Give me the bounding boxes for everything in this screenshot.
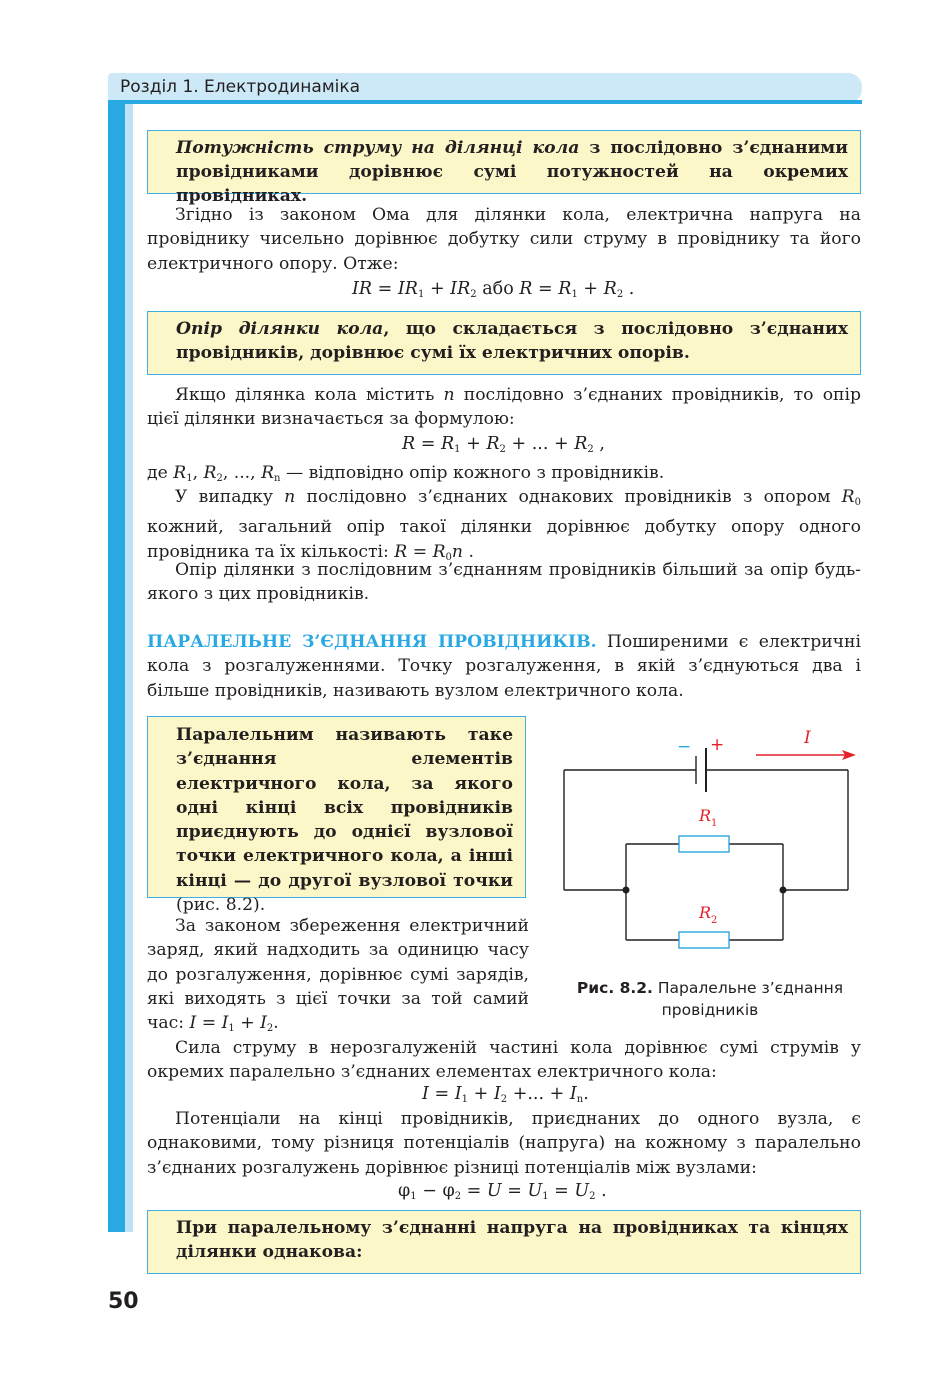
paragraph-text: Поширеними є електричні кола з розгалуженнями. Точку розгалуження, в якій з’єднуються два і більше провідників, називають вузлом електричного кола. [147, 632, 861, 701]
definition-box-power [147, 130, 861, 206]
paragraph-text: послідовно з’єднаних провідників, то опір цієї ділянки визначається за формулою: [147, 385, 861, 430]
paragraph-parallel-intro [147, 630, 861, 703]
formula-current-sum: $I = I_1 + I_2$ +... + $I_n$. [422, 1084, 589, 1105]
paragraph-text: — відповідно опір кожного з провідників. [285, 463, 665, 483]
definition-term: Потужність струму на ділянці кола [176, 138, 580, 158]
figure-caption-number: Рис. 8.2. [576, 979, 653, 997]
paragraph-n-conductors: Якщо ділянка кола містить n послідовно з’єднаних провідників, то опір цієї ділянки визначається за формулою: [147, 385, 861, 430]
paragraph-text: Сила струму в нерозгалуженій частині кола дорівнює сумі струмів у окремих паралельно з’єднаних елементах електричного кола: [147, 1038, 861, 1083]
formula-n-resistances: $R = R_1 + R_2$ + ... + $R_2$ , [402, 434, 605, 455]
paragraph-text: послідовно з’єднаних однакових провідників з опором [306, 487, 831, 507]
paragraph-identical: У випадку n послідовно з’єднаних однакових провідників з опором $R_0$ кожний, загальний опір такої ділянки дорівнює добутку опору одного провідника та їх кількості: $R = R_0n$ . [147, 487, 861, 563]
paragraph-text: де [147, 463, 168, 483]
paragraph-text: За законом збереження електричний заряд, який надходить за одиницю часу до розгалуження, дорівнює сумі зарядів, які виходять з цієї точки за той самий час: [147, 916, 529, 1034]
paragraph-text: Потенціали на кінці провідників, приєднаних до одного вузла, є однаковими, тому різниця потенціалів (напруга) на кожному з паралельно з’єднаних розгалужень дорівнює різниці потенціалів між вузлами: [147, 1109, 861, 1178]
r2-label: R [699, 903, 712, 922]
paragraph-charge-conservation: За законом збереження електричний заряд, який надходить за одиницю часу до розгалуження, дорівнює сумі зарядів, які виходять з цієї точки за той самий час: $I = I_1 + I_2$. [147, 916, 529, 1035]
definition-box-parallel [147, 716, 526, 916]
r1-subscript: 1 [711, 818, 718, 829]
page-number: 50 [108, 1289, 139, 1314]
paragraph-text: Якщо ділянка кола містить [175, 385, 435, 405]
definition-text: з послідовно з’єднаними провідниками дорівнює сумі потужностей на окремих провідниках. [176, 138, 848, 206]
definition-text: Паралельним називають таке з’єднання елементів електричного кола, за якого одні кінці всіх провідників приєднують до однієї вузлової точки електричного кола, а інші кінці — до другої вузлової точки [176, 725, 513, 891]
node-right [780, 887, 787, 894]
definition-box-resistance [147, 311, 861, 375]
svg-text:R1 [698, 806, 717, 829]
paragraph-potentials [147, 1107, 861, 1180]
figure-reference: (рис. 8.2). [176, 895, 266, 916]
svg-text:R2 [698, 903, 717, 926]
battery-minus-label: − [677, 737, 692, 757]
resistor-r2 [679, 932, 729, 948]
resistor-r1 [679, 836, 729, 852]
battery-plus-label: + [710, 735, 725, 755]
formula-voltage: $\varphi_1 - \varphi_2 = U = U_1 = U_2$ . [398, 1181, 607, 1202]
paragraph-ohm [147, 203, 861, 276]
definition-text: При паралельному з’єднанні напруга на провідниках та кінцях ділянки однакова: [176, 1218, 848, 1262]
chapter-title: Розділ 1. Електродинаміка [120, 77, 361, 97]
formula-conjunction: або [482, 279, 514, 299]
parallel-circuit-diagram [560, 728, 860, 960]
r2-subscript: 2 [711, 915, 718, 926]
paragraph-where: де $R_1$, $R_2$, ..., $R_n$ — відповідно опір кожного з провідників. [147, 463, 665, 484]
definition-box-voltage [147, 1210, 861, 1274]
figure-caption [565, 977, 855, 1021]
paragraph-text: Опір ділянки з послідовним з’єднанням провідників більший за опір будь-якого з цих провідників. [147, 560, 861, 605]
paragraph-text: У випадку [175, 487, 273, 507]
header-underline [108, 100, 862, 104]
figure-caption-text: Паралельне з’єднання провідників [657, 979, 844, 1019]
paragraph-text: кожний, загальний опір такої ділянки дорівнює добутку опору одного провідника та їх кількості: [147, 517, 861, 562]
paragraph-text: Згідно із законом Ома для ділянки кола, електрична напруга на провіднику чисельно дорівнює добутку сили струму в провіднику та його електричного опору. Отже: [147, 205, 861, 274]
node-left [623, 887, 630, 894]
current-label: I [804, 728, 811, 748]
definition-term: Опір ділянки кола [176, 319, 384, 339]
side-strip [108, 104, 125, 1232]
paragraph-series-conclusion [147, 558, 861, 607]
section-title: ПАРАЛЕЛЬНЕ З’ЄДНАННЯ ПРОВІДНИКІВ. [147, 632, 597, 652]
formula-series-resistance: IR = $IR_1 + IR_2$ або $R = R_1 + R_2$ . [352, 279, 635, 300]
side-strip-light [125, 104, 133, 1232]
paragraph-current-sum [147, 1036, 861, 1085]
definition-text: , що складається з послідовно з’єднаних провідників, дорівнює сумі їх електричних опорів. [176, 319, 848, 363]
r1-label: R [699, 806, 712, 825]
